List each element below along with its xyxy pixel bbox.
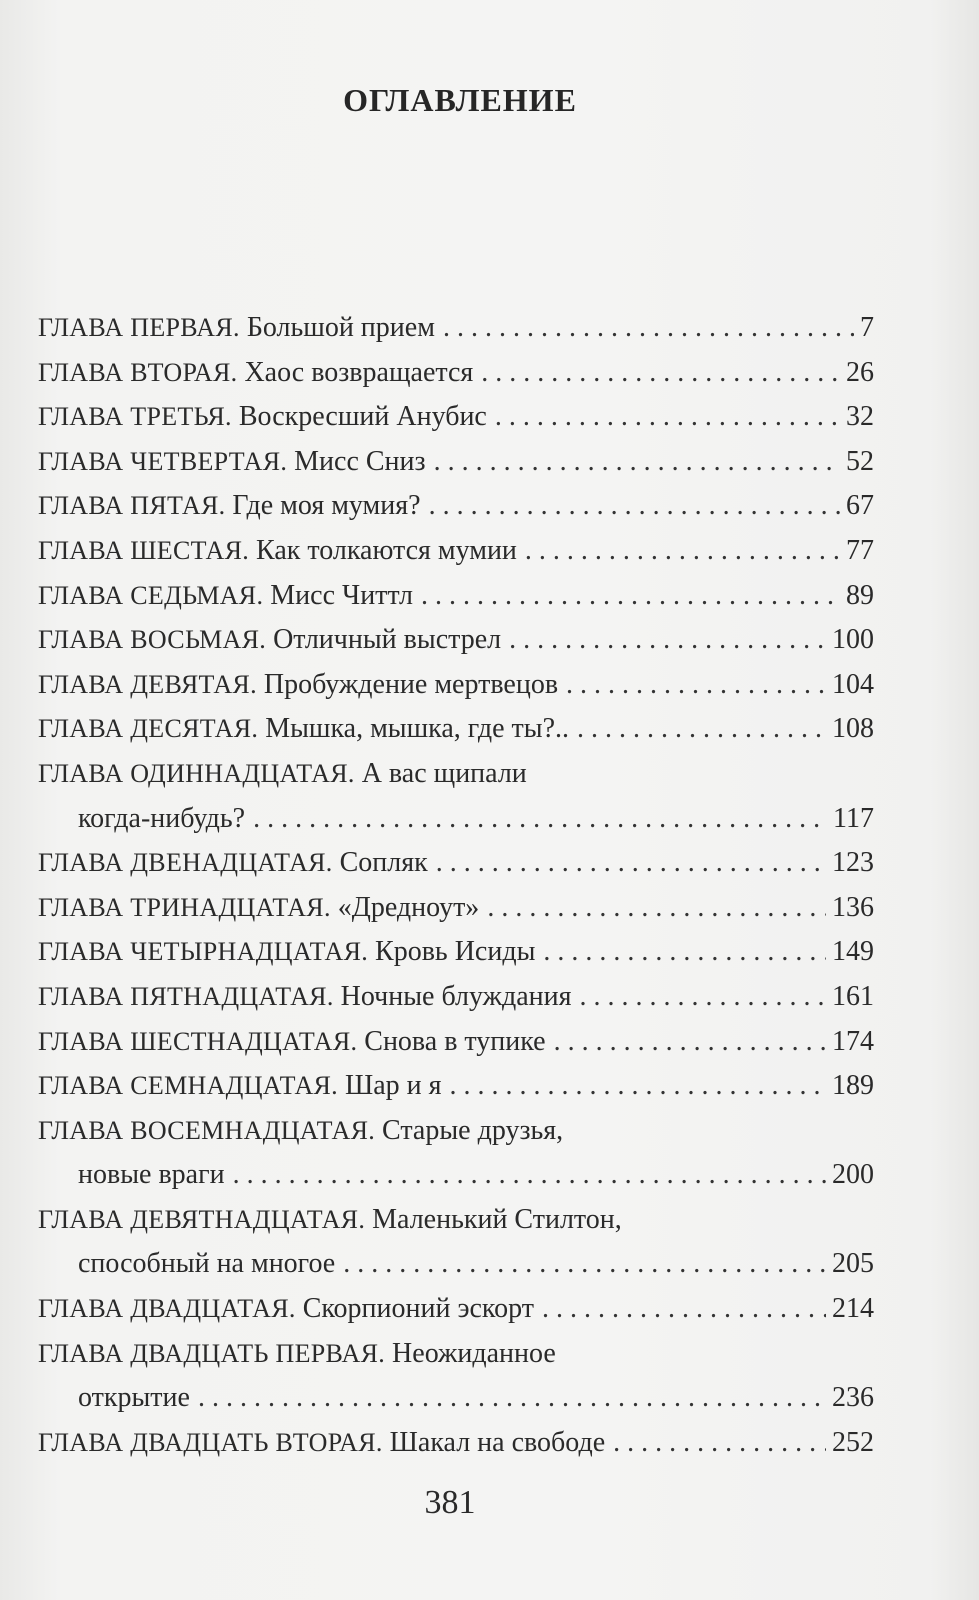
chapter-title: Где моя мумия?: [232, 490, 421, 522]
toc-entry: [38, 713, 874, 758]
dot-leader: [495, 401, 840, 433]
dot-leader: [577, 713, 826, 745]
chapter-label: ГЛАВА ДВАДЦАТЬ ПЕРВАЯ.: [38, 1338, 386, 1368]
toc-entry: [38, 981, 874, 1026]
dot-leader: [434, 446, 840, 478]
toc-entry-continuation: [38, 803, 874, 848]
toc-entry: [38, 1293, 874, 1338]
chapter-title: Старые друзья,: [382, 1114, 564, 1146]
dot-leader: [421, 580, 840, 612]
chapter-label: ГЛАВА ЧЕТЫРНАДЦАТАЯ.: [38, 937, 369, 967]
chapter-title: Большой прием: [246, 312, 435, 343]
toc-entry-continuation: [38, 1159, 874, 1204]
chapter-page-number: 7: [860, 312, 874, 343]
chapter-page-number: 52: [846, 445, 874, 477]
toc-entry: [38, 580, 874, 625]
toc-entry: [38, 669, 874, 714]
chapter-label: ГЛАВА ДЕВЯТНАДЦАТАЯ.: [38, 1204, 366, 1234]
dot-leader: [450, 1070, 826, 1102]
toc-entry: [38, 1338, 874, 1383]
chapter-label: ГЛАВА ПЯТНАДЦАТАЯ.: [38, 981, 334, 1011]
chapter-label: ГЛАВА ШЕСТАЯ.: [38, 535, 250, 565]
chapter-label: ГЛАВА ТРИНАДЦАТАЯ.: [38, 892, 331, 922]
toc-entry: [38, 847, 874, 892]
toc-entry: [38, 624, 874, 669]
chapter-title: Мисс Сниз: [294, 445, 426, 477]
table-of-contents: [38, 312, 874, 1471]
chapter-label: ГЛАВА ВОСЬМАЯ.: [38, 625, 267, 655]
chapter-label: ГЛАВА СЕМНАДЦАТАЯ.: [38, 1071, 338, 1101]
chapter-label: ГЛАВА ШЕСТНАДЦАТАЯ.: [38, 1026, 358, 1056]
chapter-title: Как толкаются мумии: [256, 534, 517, 566]
chapter-page-number: 117: [833, 802, 874, 834]
chapter-label: ГЛАВА СЕДЬМАЯ.: [38, 580, 264, 610]
chapter-label: ГЛАВА ОДИННАДЦАТАЯ.: [38, 758, 355, 788]
toc-entry: [38, 312, 874, 357]
dot-leader: [509, 624, 826, 656]
chapter-title-continuation: когда-нибудь?: [78, 802, 246, 834]
chapter-label: ГЛАВА ПЯТАЯ.: [38, 491, 226, 521]
toc-entry: [38, 490, 874, 535]
chapter-title: Скорпионий эскорт: [302, 1293, 534, 1325]
chapter-title: Ночные блуждания: [340, 980, 572, 1012]
chapter-label: ГЛАВА ПЕРВАЯ.: [38, 313, 240, 342]
chapter-title: Пробуждение мертвецов: [263, 668, 559, 700]
chapter-title-continuation: способный на многое: [78, 1248, 336, 1280]
dot-leader: [554, 1026, 826, 1058]
dot-leader: [443, 312, 854, 344]
chapter-page-number: 123: [832, 847, 874, 879]
dot-leader: [542, 1293, 826, 1325]
chapter-page-number: 205: [832, 1248, 874, 1280]
dot-leader: [566, 669, 826, 701]
chapter-title: Мышка, мышка, где ты?..: [265, 713, 570, 745]
toc-entry: [38, 1427, 874, 1472]
toc-entry-continuation: [38, 1248, 874, 1293]
chapter-label: ГЛАВА ТРЕТЬЯ.: [38, 402, 232, 432]
chapter-label: ГЛАВА ДВАДЦАТЬ ВТОРАЯ.: [38, 1427, 383, 1457]
chapter-label: ГЛАВА ВТОРАЯ.: [38, 357, 238, 387]
chapter-page-number: 214: [832, 1293, 874, 1325]
chapter-label: ГЛАВА ДЕВЯТАЯ.: [38, 669, 257, 699]
chapter-title: Маленький Стилтон,: [372, 1203, 622, 1235]
chapter-title: «Дредноут»: [337, 891, 480, 923]
chapter-title-continuation: открытие: [78, 1382, 190, 1414]
chapter-label: ГЛАВА ДВАДЦАТАЯ.: [38, 1294, 296, 1324]
chapter-page-number: 67: [846, 490, 874, 522]
page-number: 381: [424, 1484, 476, 1521]
chapter-label: ГЛАВА ВОСЕМНАДЦАТАЯ.: [38, 1115, 376, 1145]
dot-leader: [429, 490, 840, 522]
chapter-page-number: 200: [832, 1159, 874, 1191]
toc-entry: [38, 758, 874, 803]
toc-entry: [38, 357, 874, 402]
chapter-page-number: 161: [832, 980, 874, 1012]
toc-entry: [38, 401, 874, 446]
dot-leader: [525, 535, 840, 567]
chapter-page-number: 236: [832, 1382, 874, 1414]
dot-leader: [253, 803, 827, 835]
chapter-page-number: 189: [832, 1070, 874, 1102]
chapter-title: Мисс Читтл: [270, 579, 413, 611]
chapter-title: Шар и я: [344, 1070, 442, 1102]
chapter-title: Воскресший Анубис: [238, 401, 487, 433]
dot-leader: [436, 847, 826, 879]
chapter-title: Снова в тупике: [364, 1025, 546, 1057]
dot-leader: [343, 1248, 826, 1280]
chapter-page-number: 136: [832, 891, 874, 923]
toc-entry: [38, 1026, 874, 1071]
toc-entry: [38, 936, 874, 981]
dot-leader: [198, 1382, 826, 1414]
dot-leader: [543, 936, 826, 968]
dot-leader: [233, 1159, 826, 1191]
chapter-title: Кровь Исиды: [375, 936, 536, 968]
chapter-page-number: 89: [846, 579, 874, 611]
chapter-title: Хаос возвращается: [244, 356, 474, 388]
chapter-page-number: 149: [832, 936, 874, 968]
chapter-title-continuation: новые враги: [78, 1159, 225, 1191]
chapter-page-number: 32: [846, 401, 874, 433]
chapter-page-number: 252: [832, 1426, 874, 1458]
chapter-page-number: 100: [832, 624, 874, 656]
page-title: ОГЛАВЛЕНИЕ: [343, 82, 577, 118]
toc-entry: [38, 446, 874, 491]
toc-entry: [38, 1070, 874, 1115]
dot-leader: [613, 1427, 826, 1459]
chapter-page-number: 104: [832, 668, 874, 700]
toc-entry: [38, 892, 874, 937]
chapter-page-number: 26: [846, 356, 874, 388]
chapter-label: ГЛАВА ДЕСЯТАЯ.: [38, 714, 259, 744]
toc-entry: [38, 1115, 874, 1160]
chapter-page-number: 77: [846, 534, 874, 566]
chapter-label: ГЛАВА ЧЕТВЕРТАЯ.: [38, 446, 288, 476]
chapter-title: Сопляк: [339, 847, 428, 879]
toc-entry: [38, 1204, 874, 1249]
toc-entry-continuation: [38, 1382, 874, 1427]
chapter-title: Отличный выстрел: [273, 624, 502, 656]
dot-leader: [579, 981, 826, 1013]
chapter-label: ГЛАВА ДВЕНАДЦАТАЯ.: [38, 848, 333, 878]
chapter-page-number: 174: [832, 1025, 874, 1057]
chapter-title: А вас щипали: [361, 757, 527, 789]
dot-leader: [487, 892, 826, 924]
chapter-title: Шакал на свободе: [389, 1426, 606, 1458]
chapter-page-number: 108: [832, 713, 874, 745]
dot-leader: [481, 357, 840, 389]
toc-entry: [38, 535, 874, 580]
chapter-title: Неожиданное: [392, 1337, 556, 1369]
